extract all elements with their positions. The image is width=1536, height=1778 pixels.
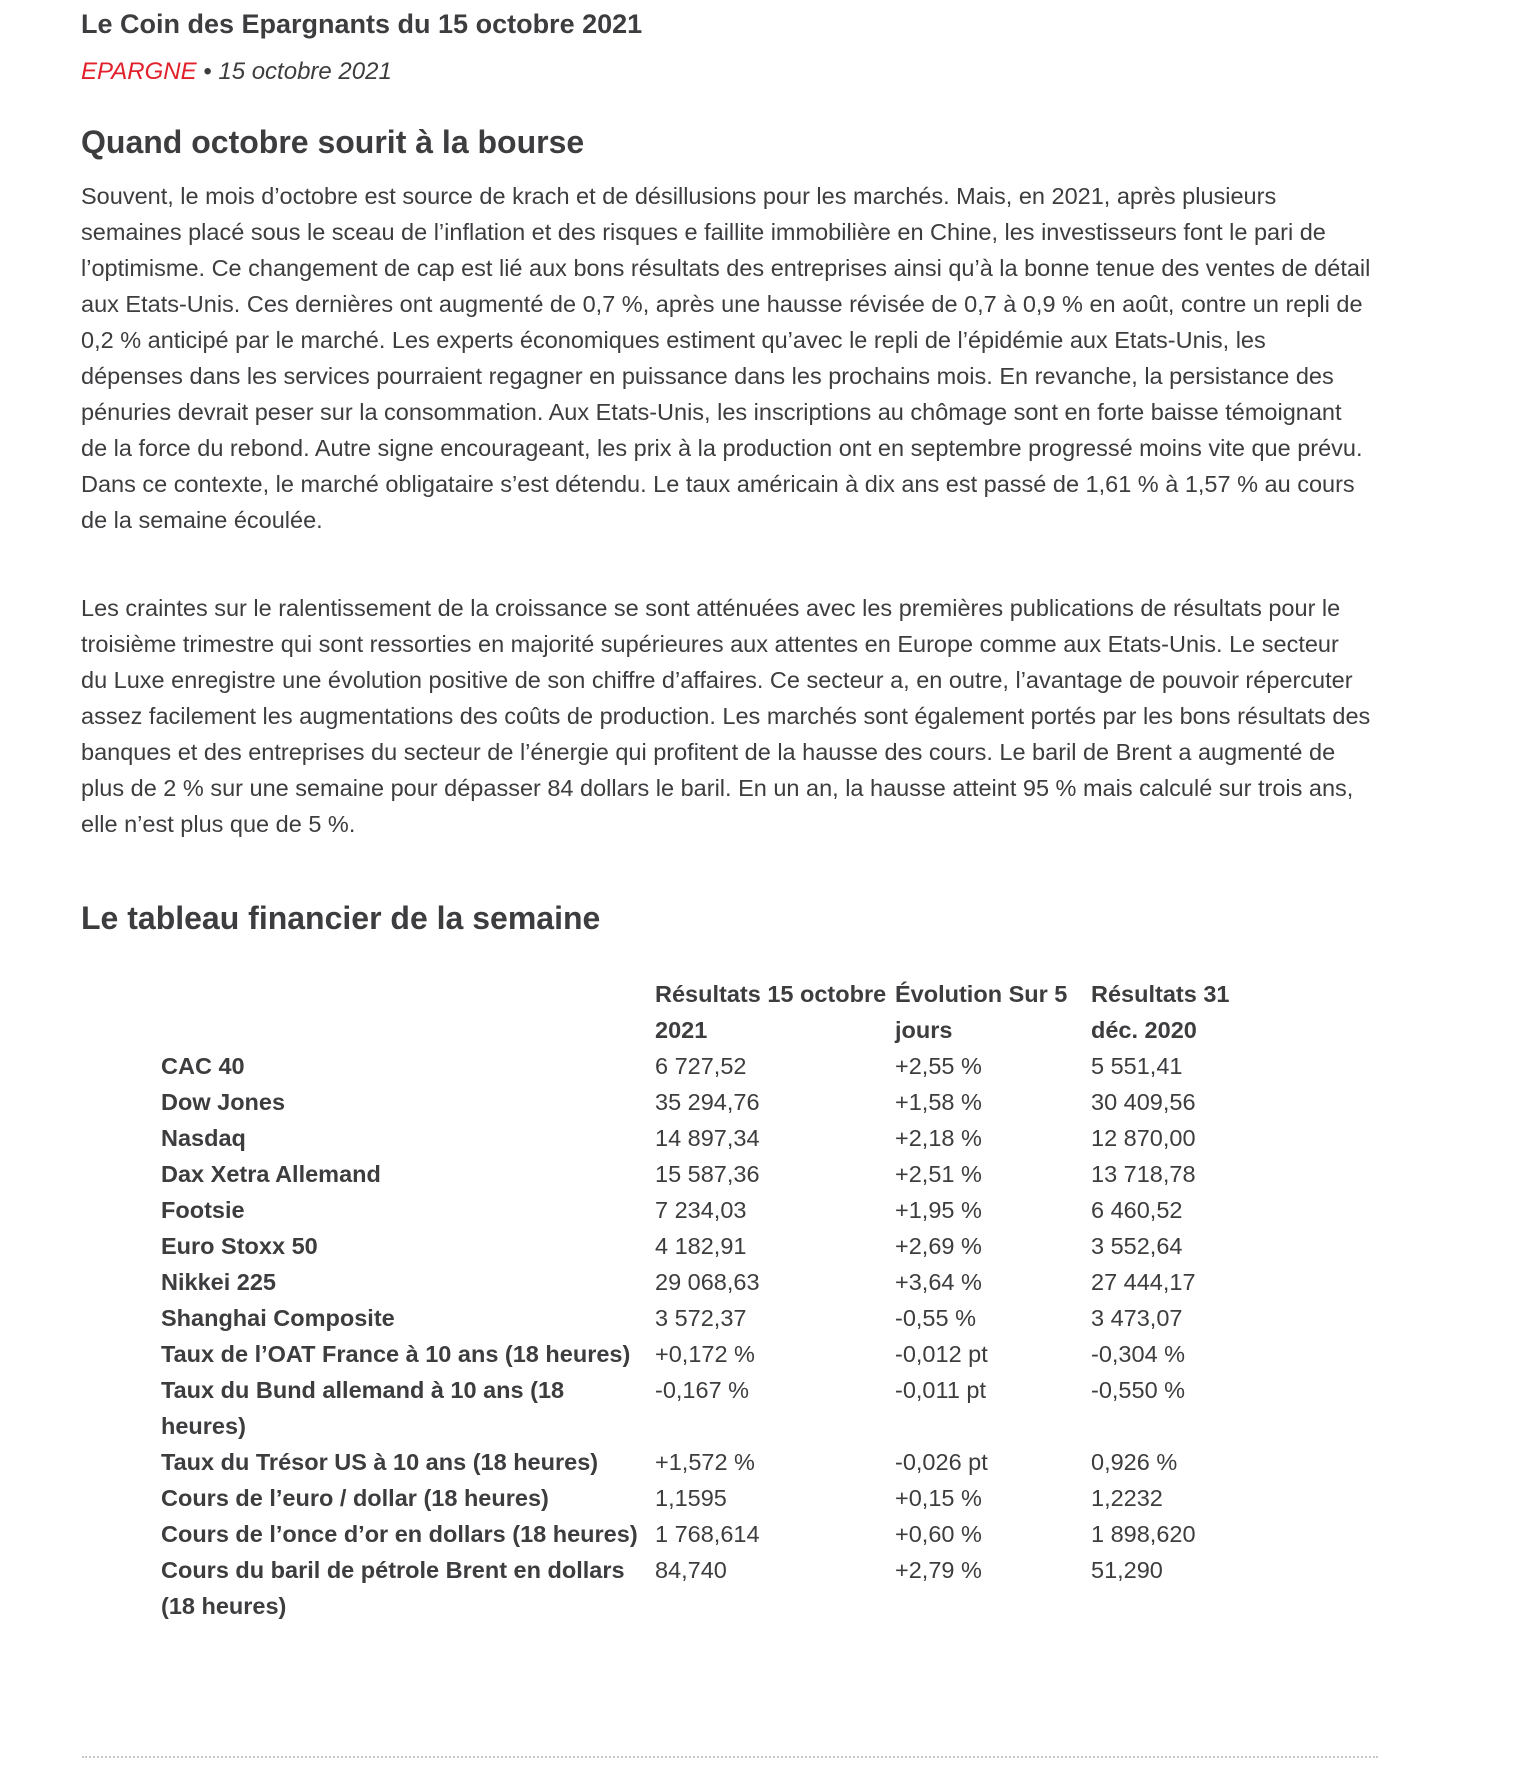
row-label: Cours de l’once d’or en dollars (18 heures) [161, 1521, 638, 1547]
row-change: +1,95 % [895, 1197, 982, 1223]
row-label: Taux du Bund allemand à 10 ans (18 heures) [161, 1377, 565, 1439]
row-label: Euro Stoxx 50 [161, 1233, 318, 1259]
table-row [161, 1192, 1271, 1228]
table-row [161, 1084, 1271, 1120]
row-previous: -0,550 % [1091, 1377, 1186, 1403]
table-body [161, 1048, 1271, 1624]
table-row [161, 1516, 1271, 1552]
financial-table [161, 976, 1271, 1624]
table-row [161, 1156, 1271, 1192]
article-date: 15 octobre 2021 [218, 58, 392, 85]
row-current: 6 727,52 [655, 1053, 747, 1079]
row-previous: 3 552,64 [1091, 1233, 1183, 1259]
row-change: +2,79 % [895, 1557, 982, 1583]
row-change: +0,60 % [895, 1521, 982, 1547]
row-previous: 30 409,56 [1091, 1089, 1196, 1115]
row-current: 4 182,91 [655, 1233, 747, 1259]
table-row [161, 1552, 1271, 1624]
table-row [161, 1336, 1271, 1372]
table-row [161, 1264, 1271, 1300]
row-label: Cours du baril de pétrole Brent en dollars (18 heures) [161, 1557, 625, 1619]
row-change: -0,012 pt [895, 1341, 988, 1367]
row-label: Taux de l’OAT France à 10 ans (18 heures) [161, 1341, 631, 1367]
article-paragraph: Souvent, le mois d’octobre est source de krach et de désillusions pour les marchés. Mais, en 2021, après plusieurs semaines placé sous le sceau de l’inflation et des risques e faillite immobilière en Chine, les investisseurs font le pari de l’optimisme. Ce changement de cap est lié aux bons résultats des entreprises ainsi qu’à la bonne tenue des ventes de détail aux Etats-Unis. Ces dernières ont augmenté de 0,7 %, après une hausse révisée de 0,7 à 0,9 % en août, contre un repli de 0,2 % anticipé par le marché. Les experts économiques estiment qu’avec le repli de l’épidémie aux Etats-Unis, les dépenses dans les services pourraient regagner en puissance dans les prochains mois. En revanche, la persistance des pénuries devrait peser sur la consommation. Aux Etats-Unis, les inscriptions au chômage sont en forte baisse témoignant de la force du rebond. Autre signe encourageant, les prix à la production ont en septembre progressé moins vite que prévu. Dans ce contexte, le marché obligataire s’est détendu. Le taux américain à dix ans est passé de 1,61 % à 1,57 % au cours de la semaine écoulée. [81, 183, 1371, 533]
meta-separator: • [203, 58, 212, 85]
header-change: Évolution Sur 5 jours [895, 981, 1068, 1043]
category-link[interactable]: EPARGNE [81, 58, 197, 85]
row-current: 7 234,03 [655, 1197, 747, 1223]
row-label: Shanghai Composite [161, 1305, 395, 1331]
table-row [161, 1444, 1271, 1480]
table-row [161, 1048, 1271, 1084]
header-current: Résultats 15 octobre 2021 [655, 981, 887, 1043]
row-change: +2,18 % [895, 1125, 982, 1151]
row-previous: 1 898,620 [1091, 1521, 1196, 1547]
divider [82, 1756, 1378, 1758]
row-previous: 1,2232 [1091, 1485, 1163, 1511]
table-header-row [161, 976, 1271, 1048]
row-change: +1,58 % [895, 1089, 982, 1115]
row-current: +0,172 % [655, 1341, 755, 1367]
row-change: -0,55 % [895, 1305, 976, 1331]
row-current: 14 897,34 [655, 1125, 760, 1151]
row-previous: 0,926 % [1091, 1449, 1178, 1475]
row-change: +2,51 % [895, 1161, 982, 1187]
section-title-table: Le tableau financier de la semaine [81, 900, 601, 936]
row-change: +3,64 % [895, 1269, 982, 1295]
row-current: 29 068,63 [655, 1269, 760, 1295]
row-label: Taux du Trésor US à 10 ans (18 heures) [161, 1449, 599, 1475]
row-label: Dow Jones [161, 1089, 286, 1115]
row-change: +2,55 % [895, 1053, 982, 1079]
header-previous: Résultats 31 déc. 2020 [1091, 981, 1230, 1043]
row-label: Dax Xetra Allemand [161, 1161, 381, 1187]
row-change: -0,011 pt [895, 1377, 987, 1403]
row-previous: 13 718,78 [1091, 1161, 1196, 1187]
row-previous: 12 870,00 [1091, 1125, 1196, 1151]
row-previous: 27 444,17 [1091, 1269, 1196, 1295]
row-current: 35 294,76 [655, 1089, 760, 1115]
row-change: -0,026 pt [895, 1449, 988, 1475]
table-row [161, 1480, 1271, 1516]
row-current: 1,1595 [655, 1485, 727, 1511]
row-current: 84,740 [655, 1557, 727, 1583]
row-change: +2,69 % [895, 1233, 982, 1259]
row-label: CAC 40 [161, 1053, 245, 1079]
row-current: -0,167 % [655, 1377, 750, 1403]
section-title-market: Quand octobre sourit à la bourse [81, 124, 585, 160]
row-previous: 6 460,52 [1091, 1197, 1183, 1223]
article-paragraph: Les craintes sur le ralentissement de la croissance se sont atténuées avec les premières publications de résultats pour le troisième trimestre qui sont ressorties en majorité supérieures aux attentes en Europe comme aux Etats-Unis. Le secteur du Luxe enregistre une évolution positive de son chiffre d’affaires. Ce secteur a, en outre, l’avantage de pouvoir répercuter assez facilement les augmentations des coûts de production. Les marchés sont également portés par les bons résultats des banques et des entreprises du secteur de l’énergie qui profitent de la hausse des cours. Le baril de Brent a augmenté de plus de 2 % sur une semaine pour dépasser 84 dollars le baril. En un an, la hausse atteint 95 % mais calculé sur trois ans, elle n’est plus que de 5 %. [81, 595, 1371, 837]
row-label: Cours de l’euro / dollar (18 heures) [161, 1485, 549, 1511]
row-label: Nasdaq [161, 1125, 246, 1151]
row-label: Nikkei 225 [161, 1269, 276, 1295]
page-title: Le Coin des Epargnants du 15 octobre 2021 [81, 9, 643, 39]
row-current: 15 587,36 [655, 1161, 760, 1187]
article-meta [81, 58, 392, 86]
row-previous: 3 473,07 [1091, 1305, 1183, 1331]
row-previous: 51,290 [1091, 1557, 1163, 1583]
table-row [161, 1372, 1271, 1444]
row-current: 1 768,614 [655, 1521, 760, 1547]
row-previous: -0,304 % [1091, 1341, 1186, 1367]
row-label: Footsie [161, 1197, 245, 1223]
table-row [161, 1120, 1271, 1156]
table-row [161, 1300, 1271, 1336]
table-row [161, 1228, 1271, 1264]
header-empty [161, 976, 655, 1048]
row-current: +1,572 % [655, 1449, 755, 1475]
row-current: 3 572,37 [655, 1305, 747, 1331]
row-previous: 5 551,41 [1091, 1053, 1183, 1079]
row-change: +0,15 % [895, 1485, 982, 1511]
